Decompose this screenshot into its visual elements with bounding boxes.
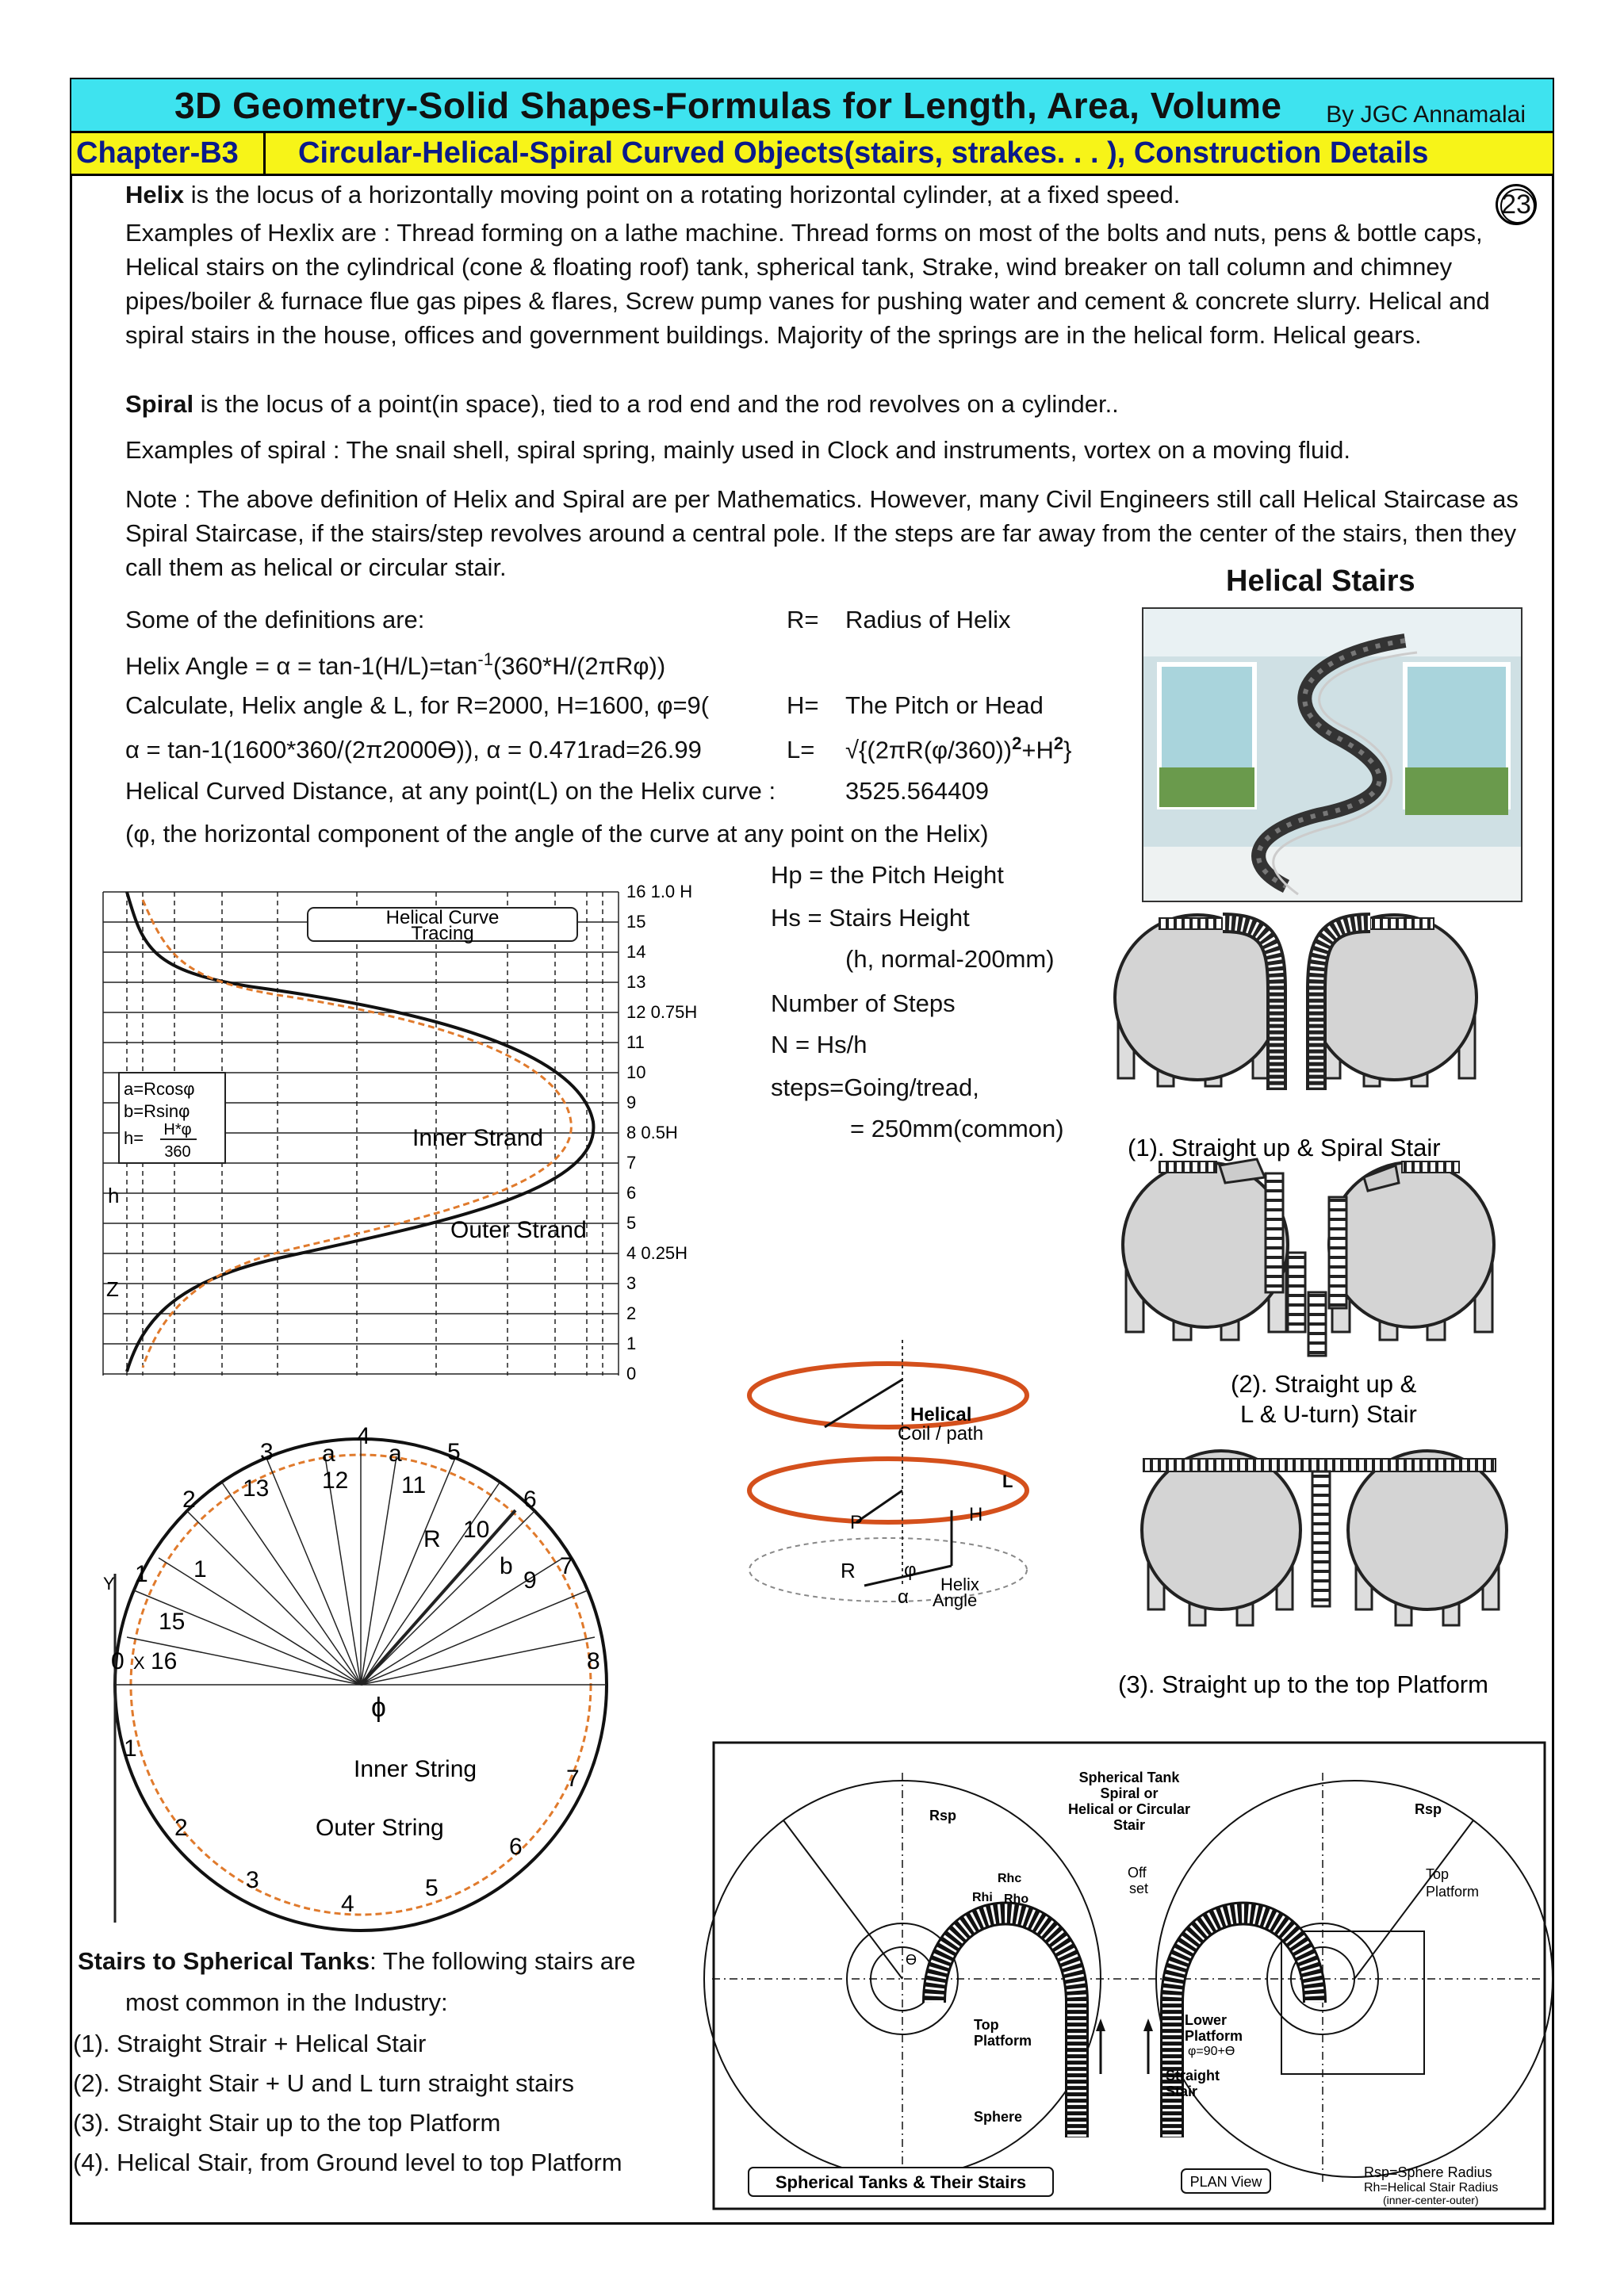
- top-platform-right-b: Platform: [1426, 1884, 1480, 1900]
- note-paragraph: Note : The above definition of Helix and Spiral are per Mathematics. However, many Civil Engineers still call Helical Staircase as Spiral Staircase, if the stairs/step revolves around a central pole. If the steps are far away from the center of the stairs, then they call them as helical or circular stair.: [125, 485, 1519, 581]
- plan-a1: a: [322, 1441, 335, 1467]
- height-label: 6: [626, 1183, 637, 1203]
- coil-l: L: [1002, 1471, 1013, 1491]
- chapter-code: Chapter-B3: [76, 136, 239, 170]
- lower-platform-b: Platform: [1185, 2028, 1243, 2044]
- plan-label: 13: [243, 1475, 270, 1502]
- height-label: 12 0.75H: [626, 1002, 698, 1022]
- plan-label: 3: [246, 1867, 259, 1893]
- chapter-bar: [71, 133, 1553, 176]
- l-sup2: 2: [1053, 733, 1064, 753]
- plan-label: 1: [124, 1735, 137, 1762]
- l-formula: [845, 726, 1071, 767]
- calculate-line: Calculate, Helix angle & L, for R=2000, H=1600, φ=9(: [125, 691, 710, 719]
- plan-title-c: Helical or Circular: [1067, 1801, 1191, 1817]
- height-label: 15: [626, 912, 646, 932]
- tracing-title-a: Helical Curve: [385, 907, 500, 928]
- rsp-left: Rsp: [929, 1808, 957, 1823]
- spiral-term: Spiral: [125, 390, 194, 418]
- height-label: 9: [626, 1093, 637, 1112]
- plan-label: 5: [425, 1875, 439, 1901]
- coil-label-b: Coil / path: [898, 1423, 984, 1445]
- rho-label: Rho: [1004, 1892, 1029, 1906]
- stairs-to-tanks-title: Stairs to Spherical Tanks: [78, 1947, 370, 1975]
- spiral-definition: [125, 387, 1489, 421]
- pitch-height: Hp = the Pitch Height: [771, 861, 1004, 889]
- plan-label: 7: [566, 1766, 580, 1792]
- helical-curve-tracing-diagram: [95, 876, 753, 1962]
- plan-view-label-box: [1182, 2169, 1270, 2193]
- height-label: 16 1.0 H: [626, 882, 693, 901]
- helix-term: Helix: [125, 181, 185, 209]
- plan-a2: a: [389, 1441, 402, 1467]
- tank-pair-top-platform: [1142, 1451, 1507, 1625]
- plan-r: R: [423, 1526, 441, 1552]
- formula-h: h=: [124, 1128, 144, 1148]
- stairs-to-tanks-title-rest: : The following stairs are: [370, 1947, 636, 1975]
- height-label: 13: [626, 972, 646, 992]
- spiral-def-text: is the locus of a point(in space), tied to a rod end and the rod revolves on a cylinder..: [193, 390, 1119, 418]
- top-platform-right-a: Top: [1426, 1866, 1450, 1882]
- plan-label: 1: [193, 1556, 207, 1582]
- tread-common: = 250mm(common): [850, 1115, 1064, 1142]
- plan-label: 8: [587, 1648, 600, 1674]
- plan-title-a: Spherical Tank: [1078, 1770, 1180, 1785]
- stairs-to-tanks-heading: [78, 1944, 636, 1978]
- h-normal: (h, normal-200mm): [845, 945, 1055, 973]
- number-of-steps: Number of Steps: [771, 989, 956, 1017]
- page-number: 23: [1496, 184, 1537, 225]
- helix-angle-a: Helix Angle = α = tan-1(H/L)=tan: [125, 652, 478, 680]
- height-label: 8 0.5H: [626, 1123, 678, 1142]
- r-label: R=: [787, 606, 819, 633]
- l-label: L=: [787, 736, 815, 763]
- coil-phi: φ: [904, 1559, 917, 1581]
- helix-angle-sup: -1: [477, 649, 493, 669]
- legend-c: (inner-center-outer): [1383, 2194, 1479, 2206]
- alpha-line: α = tan-1(1600*360/(2π2000Ө)), α = 0.471rad=26.99: [125, 736, 702, 763]
- coil-label-a: Helical: [910, 1404, 972, 1425]
- tracing-height-labels: [626, 882, 697, 1383]
- coil-helix-angle-b: Angle: [933, 1590, 978, 1610]
- author: By JGC Annamalai: [1326, 101, 1526, 128]
- inner-string-label: Inner String: [354, 1756, 477, 1782]
- plan-label: 9: [523, 1567, 537, 1594]
- plan-label: 4: [341, 1891, 354, 1917]
- tank-pair-straight-spiral: [1115, 915, 1477, 1090]
- plan-label: 12: [322, 1468, 349, 1494]
- plan-label: 16: [151, 1648, 178, 1674]
- height-label: 3: [626, 1273, 637, 1293]
- helical-stairs-title: Helical Stairs: [1226, 564, 1415, 598]
- lower-platform-c: φ=90+Ө: [1188, 2045, 1235, 2058]
- caption-straight-spiral: (1). Straight up & Spiral Stair: [1128, 1134, 1441, 1161]
- n-formula: N = Hs/h: [771, 1031, 868, 1058]
- coil-p: P: [850, 1512, 864, 1533]
- plan-y: Y: [103, 1574, 115, 1594]
- z-mark: Z: [106, 1277, 119, 1301]
- plan-x: X: [133, 1653, 145, 1673]
- tank-stairs-illustrations: [1094, 904, 1538, 1698]
- r-text: Radius of Helix: [845, 606, 1011, 633]
- formula-den: 360: [164, 1143, 191, 1161]
- h-mark: h: [108, 1184, 120, 1207]
- off-set-b: set: [1129, 1881, 1149, 1896]
- height-label: 2: [626, 1303, 637, 1323]
- spiral-examples: Examples of spiral : The snail shell, spiral spring, mainly used in Clock and instruments, vortex on a moving fluid.: [125, 436, 1350, 464]
- top-platform-left-a: Top: [974, 2017, 999, 2033]
- plan-label: 3: [260, 1439, 274, 1465]
- rhi-label: Rhi: [972, 1891, 993, 1904]
- height-label: 14: [626, 942, 646, 962]
- plan-label: 5: [447, 1439, 461, 1465]
- outer-string-label: Outer String: [316, 1815, 444, 1841]
- plan-label: 1: [135, 1561, 148, 1587]
- plan-zero: 0: [111, 1648, 124, 1674]
- chapter-title: Circular-Helical-Spiral Curved Objects(stairs, strakes. . . ), Construction Details: [298, 136, 1429, 170]
- l-formula-b: +H: [1021, 736, 1054, 764]
- height-label: 10: [626, 1062, 646, 1082]
- plan-label: 15: [159, 1609, 186, 1635]
- stairs-to-tanks-line2: most common in the Industry:: [125, 1988, 448, 2016]
- helix-definition: [125, 178, 1489, 212]
- stairs-height: Hs = Stairs Height: [771, 904, 970, 932]
- spherical-tanks-plan-view: [712, 1741, 1546, 2210]
- coil-r: R: [841, 1559, 856, 1582]
- plan-label: 2: [174, 1815, 188, 1841]
- helix-angle-formula: [125, 642, 665, 683]
- chapter-divider: [263, 133, 266, 174]
- h-text: The Pitch or Head: [845, 691, 1044, 719]
- straight-stair-b: Stair: [1166, 2084, 1198, 2099]
- caption-l-u-turn-b: L & U-turn) Stair: [1240, 1400, 1417, 1428]
- plan-phi: ɸ: [371, 1693, 386, 1723]
- list-item: (2). Straight Stair + U and L turn straight stairs: [73, 2069, 575, 2097]
- helix-angle-b: (360*H/(2πRφ)): [492, 652, 666, 680]
- plan-caption: Spherical Tanks & Their Stairs: [775, 2172, 1027, 2192]
- plan-circle: [115, 1439, 607, 1931]
- formula-box: [119, 1073, 225, 1163]
- top-platform-left-b: Platform: [974, 2033, 1032, 2049]
- phi-note: (φ, the horizontal component of the angle of the curve at any point on the Helix): [125, 820, 989, 848]
- plan-label: 11: [401, 1472, 427, 1498]
- plan-label: 4: [357, 1423, 370, 1449]
- caption-top-platform: (3). Straight up to the top Platform: [1118, 1670, 1488, 1698]
- plan-label: 6: [509, 1834, 523, 1860]
- plan-caption-box: [749, 2168, 1053, 2196]
- tracing-title-box: [308, 907, 577, 944]
- lower-platform-a: Lower: [1185, 2012, 1228, 2028]
- height-label: 7: [626, 1153, 637, 1173]
- sphere-label: Sphere: [974, 2109, 1023, 2125]
- plan-label: 7: [560, 1553, 573, 1579]
- formula-a: a=Rcosφ: [124, 1079, 195, 1099]
- l-formula-c: }: [1063, 736, 1072, 764]
- helix-def-text: is the locus of a horizontally moving point on a rotating horizontal cylinder, at a fixed speed.: [184, 181, 1181, 209]
- legend-a: Rsp=Sphere Radius: [1364, 2164, 1492, 2180]
- plan-label: 6: [523, 1487, 537, 1513]
- helical-stairs-photo: [1142, 607, 1522, 902]
- list-item: (3). Straight Stair up to the top Platform: [73, 2109, 501, 2137]
- l-formula-a: √{(2πR(φ/360)): [845, 736, 1013, 764]
- height-label: 11: [626, 1032, 645, 1052]
- tracing-title-b: Tracing: [411, 923, 474, 944]
- title-bar: [71, 79, 1553, 133]
- tank-pair-l-u-turn: [1123, 1159, 1494, 1356]
- outer-strand-label: Outer Strand: [450, 1217, 587, 1243]
- plan-b: b: [500, 1553, 513, 1579]
- plan-title-d: Stair: [1113, 1817, 1146, 1833]
- plan-title-b: Spiral or: [1100, 1785, 1159, 1801]
- plan-view-label: PLAN View: [1189, 2174, 1262, 2190]
- height-label: 4 0.25H: [626, 1243, 688, 1263]
- curved-distance-line: Helical Curved Distance, at any point(L) on the Helix curve :: [125, 777, 776, 805]
- inner-strand-label: Inner Strand: [412, 1125, 544, 1151]
- definitions-intro: Some of the definitions are:: [125, 606, 425, 633]
- l-sup1: 2: [1012, 733, 1022, 753]
- rhc-label: Rhc: [998, 1872, 1022, 1885]
- rsp-right: Rsp: [1415, 1801, 1442, 1817]
- coil-helix-angle-a: Helix: [940, 1575, 979, 1594]
- caption-l-u-turn-a: (2). Straight up &: [1231, 1370, 1417, 1398]
- steps-going: steps=Going/tread,: [771, 1073, 979, 1101]
- theta-label: Ө: [906, 1952, 917, 1968]
- plan-circle-labels: [103, 1423, 600, 1917]
- page-title: 3D Geometry-Solid Shapes-Formulas for Length, Area, Volume: [174, 85, 1282, 126]
- height-label: 0: [626, 1364, 637, 1383]
- curved-distance-value: 3525.564409: [845, 777, 990, 805]
- list-item: (4). Helical Stair, from Ground level to top Platform: [73, 2149, 622, 2176]
- formula-num: H*φ: [163, 1121, 192, 1138]
- coil-h: H: [969, 1504, 983, 1525]
- plan-label: 2: [182, 1487, 196, 1513]
- straight-stair-a: Straight: [1166, 2068, 1220, 2084]
- off-set-a: Off: [1128, 1865, 1147, 1881]
- plan-label: 10: [463, 1517, 490, 1543]
- legend-b: Rh=Helical Stair Radius: [1364, 2181, 1499, 2195]
- helix-examples: Examples of Hexlix are : Thread forming on a lathe machine. Thread forms on most of the bolts and nuts, pens & bottle caps, Helical stairs on the cylindrical (cone & floating roof) tank, spherical tank, Strake, wind breaker on tall column and chimney pipes/boiler & furnace flue gas pipes & flares, Screw pump vanes for pushing water and cement & concrete slurry. Helical and spiral stairs in the house, offices and government buildings. Majority of the springs are in the helical form. Helical gears.: [125, 219, 1490, 349]
- height-label: 5: [626, 1213, 637, 1233]
- coil-alpha: α: [898, 1586, 909, 1608]
- list-item: (1). Straight Strair + Helical Stair: [73, 2030, 427, 2057]
- helical-coil-diagram: [714, 1332, 1078, 1617]
- formula-b: b=Rsinφ: [124, 1101, 190, 1121]
- height-label: 1: [626, 1334, 637, 1353]
- h-label: H=: [787, 691, 819, 719]
